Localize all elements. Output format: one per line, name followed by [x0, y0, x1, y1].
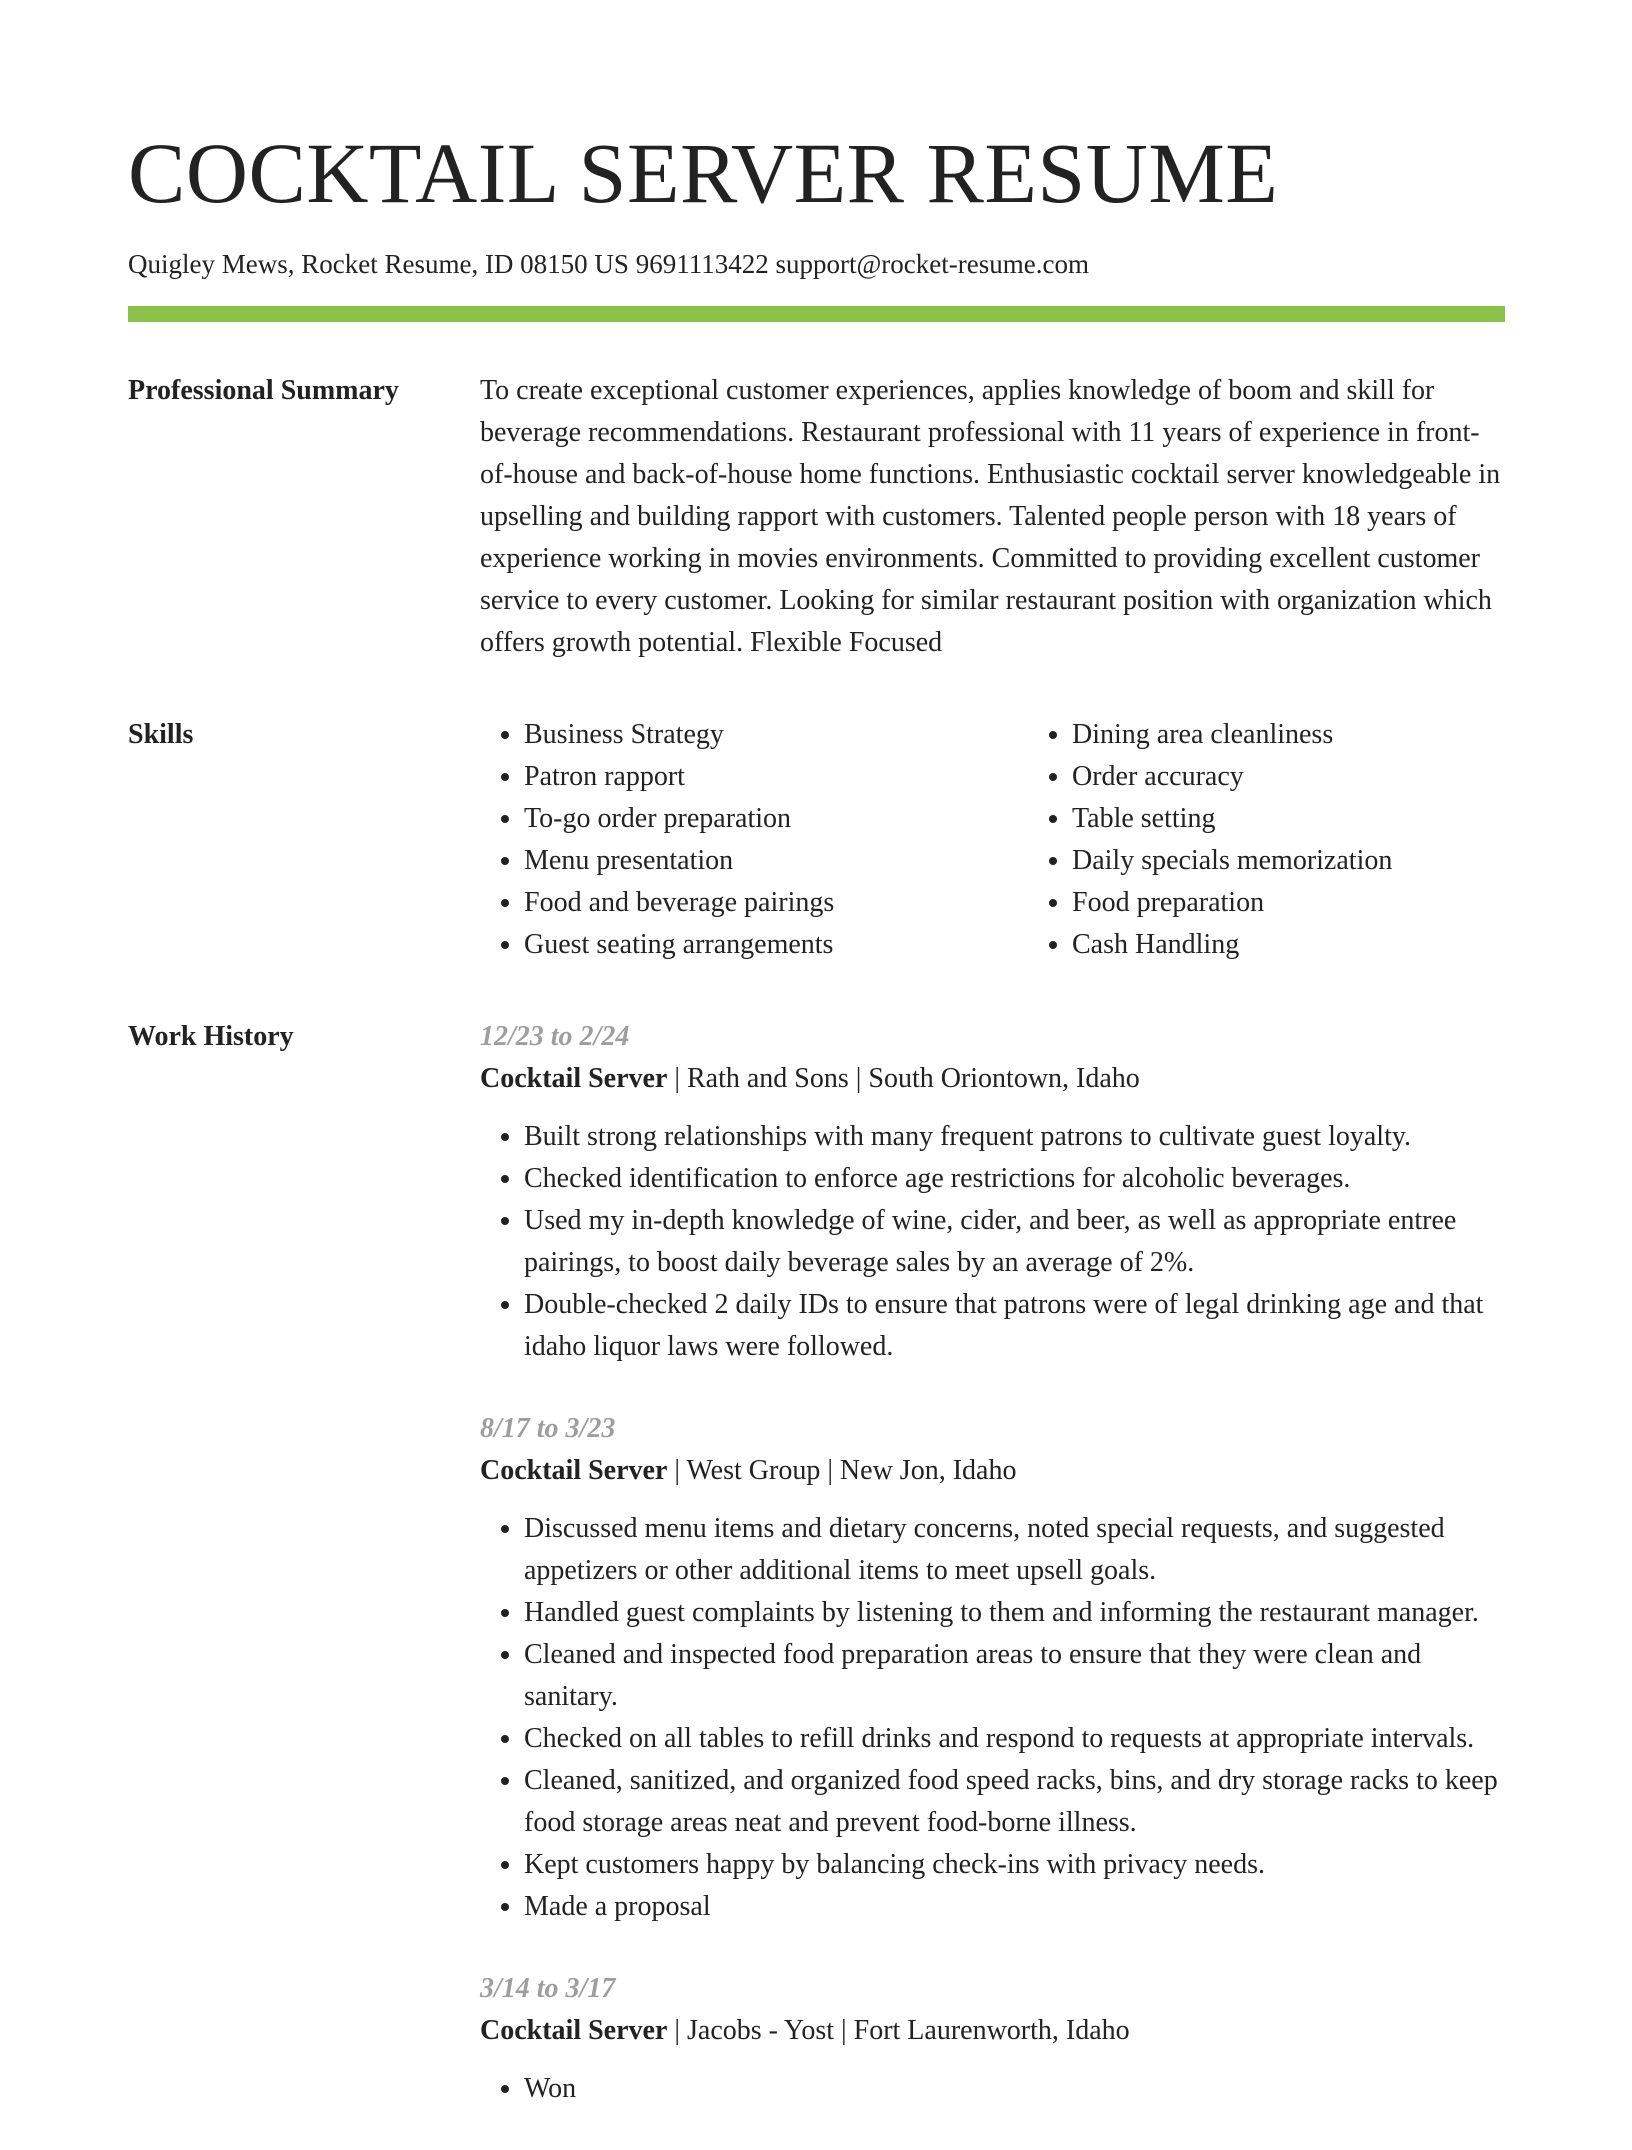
skills-column-left — [480, 714, 1028, 966]
job-bullet: • Kept customers happy by balancing check-ins with privacy needs. — [524, 1844, 1505, 1886]
resume-title: COCKTAIL SERVER RESUME — [128, 125, 1279, 221]
skills-section — [128, 714, 1505, 966]
skill-item: • Table setting — [1072, 798, 1576, 840]
job-bullet: • Won — [524, 2068, 1505, 2110]
skills-heading: Skills — [128, 719, 194, 750]
job-bullet: • Checked on all tables to refill drinks and respond to requests at appropriate intervals. — [524, 1718, 1505, 1760]
job-header — [480, 2010, 1505, 2052]
skills-column-right — [1028, 714, 1576, 966]
job-title: Cocktail Server — [480, 1063, 668, 1094]
job-bullet: • Checked identification to enforce age restrictions for alcoholic beverages. — [524, 1158, 1505, 1200]
job-title: Cocktail Server — [480, 1455, 668, 1486]
job-dates: 8/17 to 3/23 — [480, 1413, 616, 1444]
job-bullet: • Handled guest complaints by listening to them and informing the restaurant manager. — [524, 1592, 1505, 1634]
skill-item: • Guest seating arrangements — [524, 924, 1028, 966]
contact-line: Quigley Mews, Rocket Resume, ID 08150 US 9691113422 support@rocket-resume.com — [128, 249, 1089, 279]
job-entry — [480, 1016, 1505, 1368]
skill-item: • Daily specials memorization — [1072, 840, 1576, 882]
job-bullet: • Double-checked 2 daily IDs to ensure that patrons were of legal drinking age and that idaho liquor laws were followed. — [524, 1284, 1505, 1368]
job-bullet: • Discussed menu items and dietary concerns, noted special requests, and suggested appetizers or other additional items to meet upsell goals. — [524, 1508, 1505, 1592]
job-details: | Jacobs - Yost | Fort Laurenworth, Idaho — [667, 2015, 1130, 2046]
job-entry — [480, 1968, 1505, 2110]
job-bullet: • Made a proposal — [524, 1886, 1505, 1928]
skill-item: • Dining area cleanliness — [1072, 714, 1576, 756]
skill-item: • Order accuracy — [1072, 756, 1576, 798]
job-bullet: • Built strong relationships with many frequent patrons to cultivate guest loyalty. — [524, 1116, 1505, 1158]
skill-item: • Food and beverage pairings — [524, 882, 1028, 924]
work-history-heading: Work History — [128, 1021, 294, 1052]
skill-item: • Food preparation — [1072, 882, 1576, 924]
skill-item: • Patron rapport — [524, 756, 1028, 798]
skills-grid — [480, 714, 1576, 966]
summary-section — [128, 370, 1505, 664]
job-title: Cocktail Server — [480, 2015, 668, 2046]
summary-heading: Professional Summary — [128, 375, 399, 406]
job-bullet: • Used my in-depth knowledge of wine, cider, and beer, as well as appropriate entree pairings, to boost daily beverage sales by an average of 2%. — [524, 1200, 1505, 1284]
skill-item: • Cash Handling — [1072, 924, 1576, 966]
job-bullets — [480, 1116, 1505, 1368]
work-history-section — [128, 1016, 1505, 2150]
skill-item: • Business Strategy — [524, 714, 1028, 756]
skill-item: • Menu presentation — [524, 840, 1028, 882]
job-bullet: • Cleaned and inspected food preparation areas to ensure that they were clean and sanitary. — [524, 1634, 1505, 1718]
job-details: | West Group | New Jon, Idaho — [667, 1455, 1017, 1486]
job-header — [480, 1058, 1505, 1100]
job-bullets — [480, 2068, 1505, 2110]
accent-divider — [128, 306, 1505, 322]
job-dates: 3/14 to 3/17 — [480, 1973, 616, 2004]
job-details: | Rath and Sons | South Oriontown, Idaho — [667, 1063, 1140, 1094]
skill-item: • To-go order preparation — [524, 798, 1028, 840]
job-entry — [480, 1408, 1505, 1928]
job-header — [480, 1450, 1505, 1492]
job-bullet: • Cleaned, sanitized, and organized food speed racks, bins, and dry storage racks to keep food storage areas neat and prevent food-borne illness. — [524, 1760, 1505, 1844]
job-bullets — [480, 1508, 1505, 1928]
resume-page — [128, 0, 1505, 2150]
summary-text: To create exceptional customer experiences, applies knowledge of boom and skill for beverage recommendations. Restaurant professional with 11 years of experience in front-of-house and back-of-house home functions. Enthusiastic cocktail server knowledgeable in upselling and building rapport with customers. Talented people person with 18 years of experience working in movies environments. Committed to providing excellent customer service to every customer. Looking for similar restaurant position with organization which offers growth potential. Flexible Focused — [480, 375, 1501, 658]
job-dates: 12/23 to 2/24 — [480, 1021, 630, 1052]
